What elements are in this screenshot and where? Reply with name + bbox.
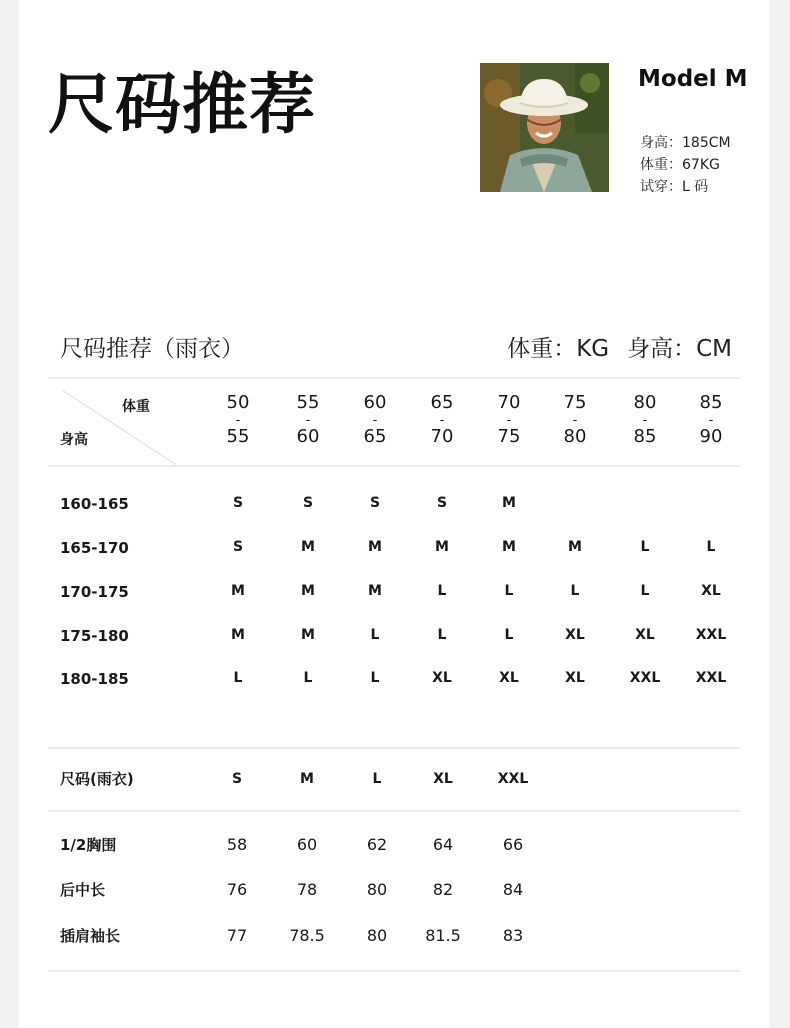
divider xyxy=(48,810,740,812)
model-photo xyxy=(480,63,609,192)
weight-range-to: 60 xyxy=(296,426,320,447)
weight-range-from: 70 xyxy=(497,392,521,413)
weight-range-from: 80 xyxy=(633,392,657,413)
height-range-label: 175-180 xyxy=(60,627,129,645)
model-name: Model M xyxy=(638,66,748,92)
measure-value: 78.5 xyxy=(289,926,325,945)
weight-range-dash: - xyxy=(506,413,512,428)
size-cell: XL xyxy=(565,627,585,643)
size-cell: XL xyxy=(635,627,655,643)
measure-value: 78 xyxy=(296,880,318,899)
weight-range xyxy=(218,394,258,446)
size-cell: XL xyxy=(565,670,585,686)
measure-value: 64 xyxy=(432,835,454,854)
size-cell: M xyxy=(435,539,449,555)
size-cell: XXL xyxy=(695,627,727,643)
weight-range-to: 70 xyxy=(430,426,454,447)
diagonal-divider xyxy=(60,388,180,468)
weight-range-dash: - xyxy=(372,413,378,428)
units-label xyxy=(507,330,732,363)
height-range-label: 170-175 xyxy=(60,583,129,601)
weight-range-dash: - xyxy=(439,413,445,428)
measure-value: 83 xyxy=(502,926,524,945)
size-cell: L xyxy=(370,627,380,643)
measure-size-header: XXL xyxy=(497,771,529,787)
measure-row-label: 后中长 xyxy=(60,881,106,899)
weight-range xyxy=(355,394,395,446)
weight-range-to: 80 xyxy=(563,426,587,447)
size-cell: L xyxy=(437,583,447,599)
size-cell: M xyxy=(368,583,382,599)
page-title: 尺码推荐 xyxy=(48,66,316,143)
size-cell: XL xyxy=(499,670,519,686)
measure-size-header: L xyxy=(372,771,382,787)
height-range-label: 180-185 xyxy=(60,670,129,688)
weight-range-to: 75 xyxy=(497,426,521,447)
height-range-label: 160-165 xyxy=(60,495,129,513)
size-cell: L xyxy=(640,539,650,555)
size-cell: M xyxy=(301,583,315,599)
measure-size-header: M xyxy=(300,771,314,787)
size-cell: L xyxy=(303,670,313,686)
size-cell: XL xyxy=(701,583,721,599)
measure-value: 77 xyxy=(226,926,248,945)
weight-range-to: 85 xyxy=(633,426,657,447)
size-cell: M xyxy=(502,495,516,511)
weight-range-dash: - xyxy=(708,413,714,428)
size-cell: M xyxy=(301,627,315,643)
measure-size-header: XL xyxy=(433,771,453,787)
size-cell: L xyxy=(233,670,243,686)
weight-range xyxy=(422,394,462,446)
weight-range xyxy=(625,394,665,446)
weight-range-from: 50 xyxy=(226,392,250,413)
size-cell: L xyxy=(640,583,650,599)
weight-unit: 体重：KG xyxy=(507,336,610,362)
weight-range-from: 60 xyxy=(363,392,387,413)
size-cell: L xyxy=(504,627,514,643)
size-cell: S xyxy=(302,495,314,511)
size-cell: M xyxy=(231,627,245,643)
measure-value: 58 xyxy=(226,835,248,854)
model-height: 身高：185CM xyxy=(640,135,731,151)
model-fit: 试穿：L 码 xyxy=(640,179,709,195)
weight-range-from: 65 xyxy=(430,392,454,413)
measure-row-label: 插肩袖长 xyxy=(60,927,121,945)
section-title: 尺码推荐（雨衣） xyxy=(60,336,244,362)
weight-range-to: 90 xyxy=(699,426,723,447)
weight-range-to: 55 xyxy=(226,426,250,447)
divider xyxy=(48,747,740,749)
measure-value: 60 xyxy=(296,835,318,854)
measure-header-label: 尺码(雨衣) xyxy=(60,770,134,788)
size-cell: S xyxy=(436,495,448,511)
height-unit: 身高：CM xyxy=(627,336,732,362)
size-cell: M xyxy=(231,583,245,599)
weight-range xyxy=(288,394,328,446)
measure-value: 80 xyxy=(366,926,388,945)
size-cell: S xyxy=(369,495,381,511)
measure-value: 84 xyxy=(502,880,524,899)
measure-size-header: S xyxy=(231,771,243,787)
size-cell: M xyxy=(368,539,382,555)
height-range-label: 165-170 xyxy=(60,539,129,557)
measure-row-label: 1/2胸围 xyxy=(60,836,117,854)
measure-value: 80 xyxy=(366,880,388,899)
corner-height-label: 身高 xyxy=(60,432,88,448)
weight-range-from: 55 xyxy=(296,392,320,413)
weight-range-to: 65 xyxy=(363,426,387,447)
weight-range-dash: - xyxy=(642,413,648,428)
size-cell: XL xyxy=(432,670,452,686)
size-cell: S xyxy=(232,539,244,555)
measure-value: 82 xyxy=(432,880,454,899)
size-cell: M xyxy=(301,539,315,555)
corner-weight-label: 体重 xyxy=(122,399,150,415)
weight-range-dash: - xyxy=(305,413,311,428)
divider xyxy=(48,377,740,379)
size-cell: L xyxy=(570,583,580,599)
divider xyxy=(48,465,740,467)
size-cell: XXL xyxy=(695,670,727,686)
weight-range xyxy=(555,394,595,446)
size-cell: L xyxy=(437,627,447,643)
weight-range xyxy=(691,394,731,446)
model-weight: 体重：67KG xyxy=(640,157,720,173)
size-cell: S xyxy=(232,495,244,511)
measure-value: 76 xyxy=(226,880,248,899)
weight-range-from: 85 xyxy=(699,392,723,413)
weight-range-dash: - xyxy=(235,413,241,428)
model-stats xyxy=(640,132,731,198)
weight-range xyxy=(489,394,529,446)
size-cell: M xyxy=(568,539,582,555)
measure-value: 62 xyxy=(366,835,388,854)
weight-range-dash: - xyxy=(572,413,578,428)
measure-value: 81.5 xyxy=(425,926,461,945)
size-cell: XXL xyxy=(629,670,661,686)
size-cell: M xyxy=(502,539,516,555)
size-cell: L xyxy=(370,670,380,686)
size-cell: L xyxy=(706,539,716,555)
divider xyxy=(48,970,740,972)
weight-range-from: 75 xyxy=(563,392,587,413)
measure-value: 66 xyxy=(502,835,524,854)
size-cell: L xyxy=(504,583,514,599)
